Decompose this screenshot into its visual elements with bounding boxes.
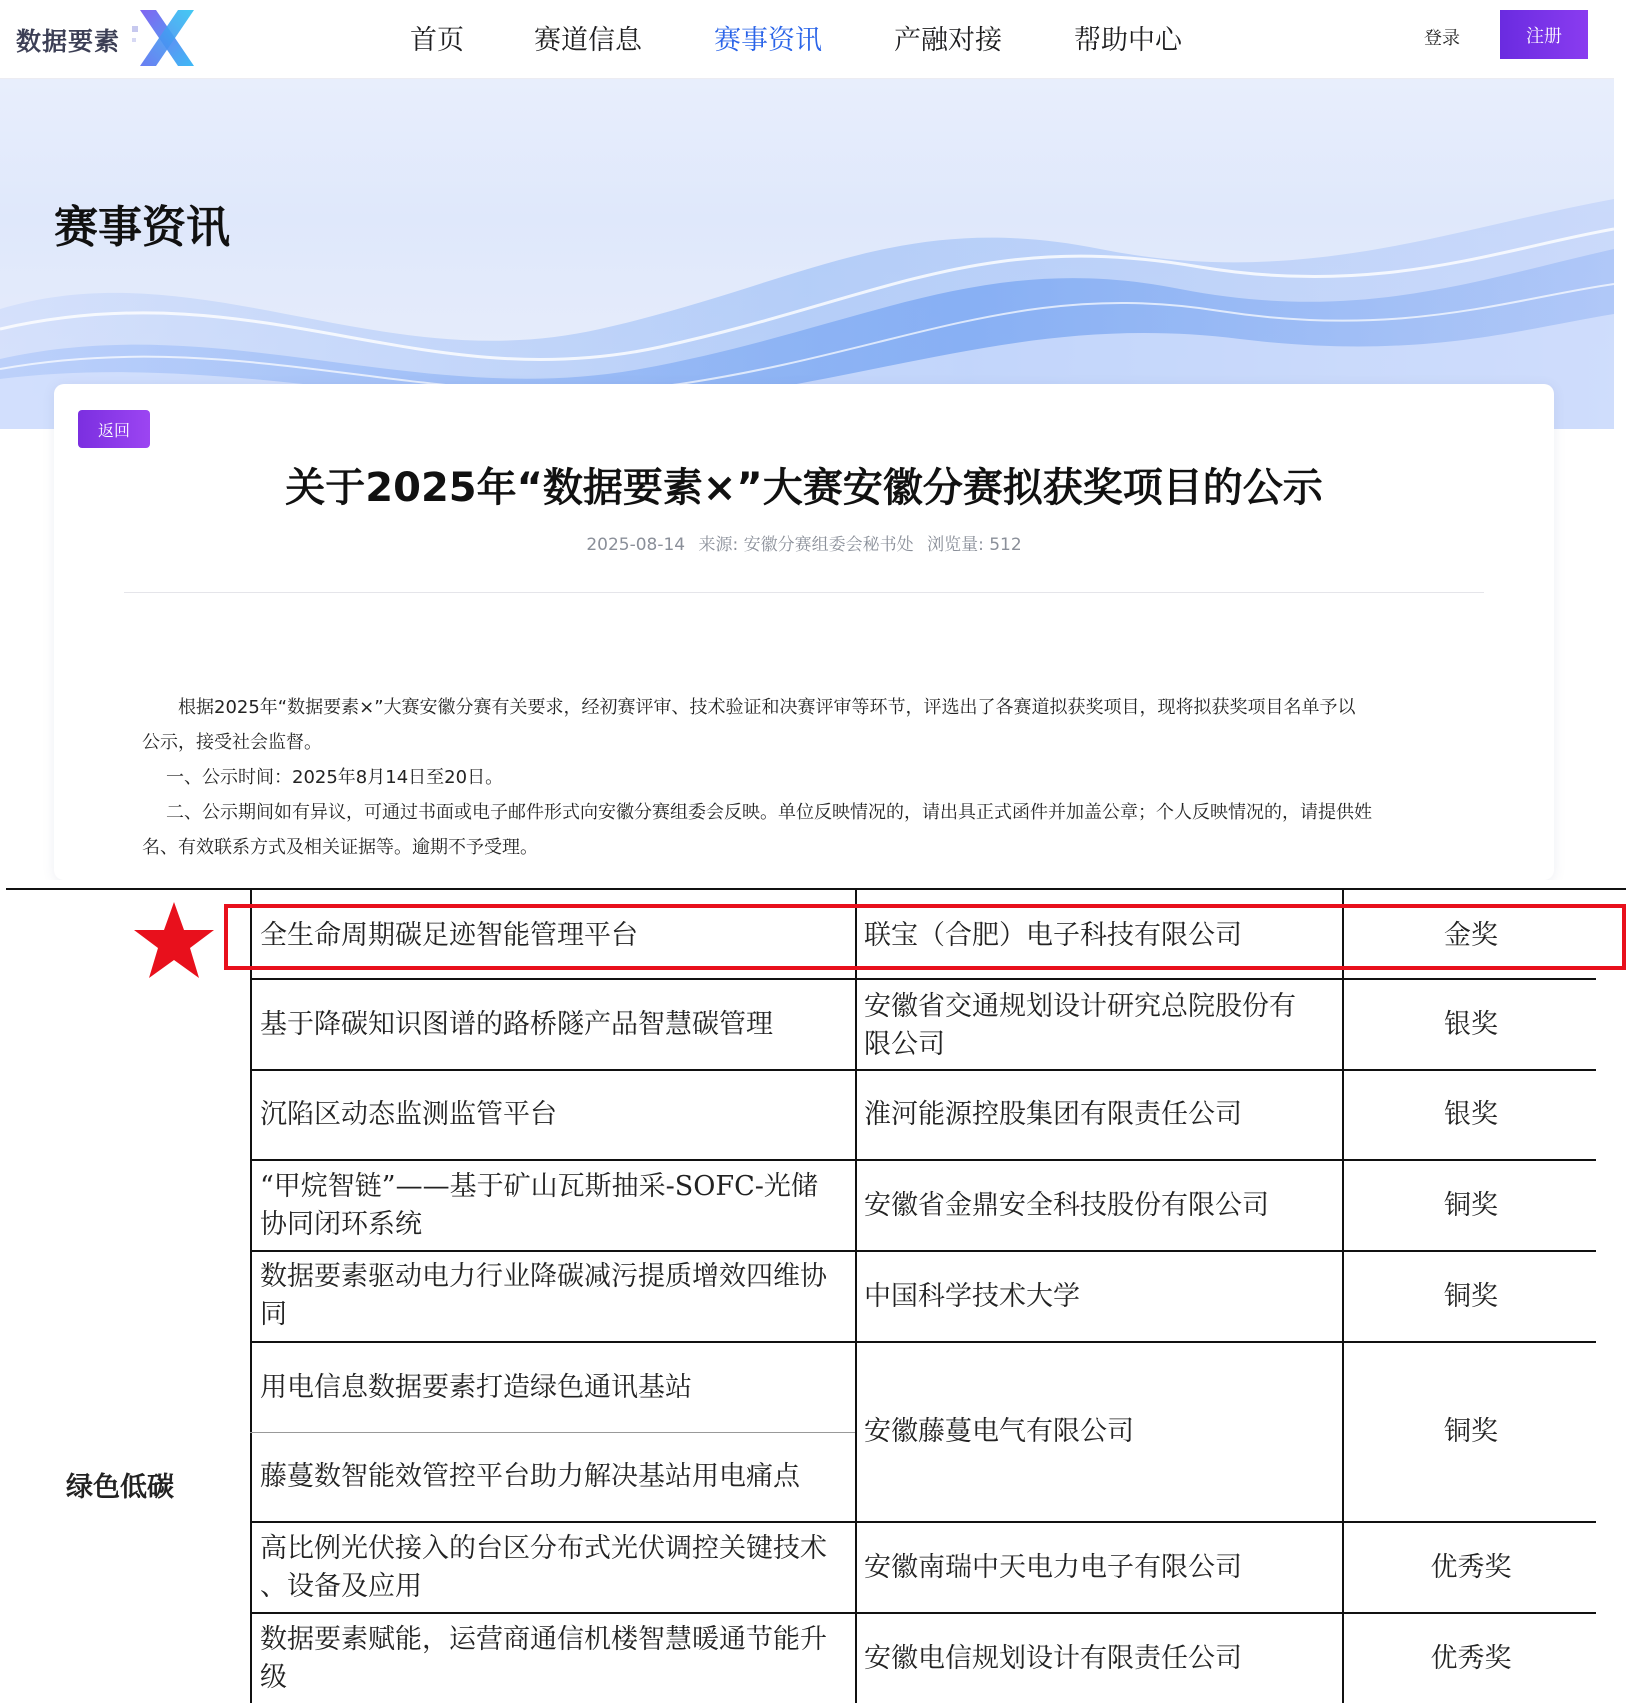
table-cell-award: 铜奖 bbox=[1444, 1280, 1498, 1312]
nav-item-tracks[interactable]: 赛道信息 bbox=[534, 25, 642, 56]
table-cell-company: 安徽藤蔓电气有限公司 bbox=[864, 1416, 1134, 1447]
back-button[interactable]: 返回 bbox=[78, 410, 150, 448]
article-source: 来源: 安徽分赛组委会秘书处 bbox=[698, 535, 914, 555]
table-cell-award: 铜奖 bbox=[1444, 1416, 1498, 1447]
nav-item-help[interactable]: 帮助中心 bbox=[1074, 25, 1182, 56]
table-col-line bbox=[1342, 888, 1344, 1703]
table-cell-award: 银奖 bbox=[1444, 1008, 1498, 1040]
category-label: 绿色低碳 bbox=[66, 1472, 174, 1503]
logo-x-icon bbox=[132, 8, 202, 68]
table-cell-project: 数据要素赋能，运营商通信机楼智慧暖通节能升 bbox=[260, 1624, 827, 1655]
table-cell-company: 安徽电信规划设计有限责任公司 bbox=[864, 1642, 1242, 1674]
paragraph-objection-cont: 名、有效联系方式及相关证据等。逾期不予受理。 bbox=[142, 837, 538, 858]
table-cell-award: 优秀奖 bbox=[1430, 1642, 1512, 1674]
site-logo[interactable] bbox=[16, 8, 196, 68]
paragraph-time: 一、公示时间：2025年8月14日至20日。 bbox=[166, 767, 504, 788]
table-cell-project: 用电信息数据要素打造绿色通讯基站 bbox=[260, 1371, 692, 1403]
table-cell-project: “甲烷智链”——基于矿山瓦斯抽采-SOFC-光储 bbox=[260, 1171, 818, 1202]
table-cell-award: 银奖 bbox=[1444, 1099, 1498, 1130]
table-cell-company: 中国科学技术大学 bbox=[864, 1280, 1080, 1312]
table-col-line bbox=[855, 888, 857, 1703]
logo-text: 数据要素 bbox=[16, 27, 121, 56]
award-table-image bbox=[0, 880, 1630, 1703]
article-views: 浏览量: 512 bbox=[927, 535, 1022, 555]
table-cell-award: 金奖 bbox=[1444, 920, 1498, 951]
table-cell-project-line2: 协同闭环系统 bbox=[260, 1209, 422, 1240]
table-col-line bbox=[250, 888, 252, 1703]
table-cell-project-line2: 级 bbox=[260, 1662, 287, 1693]
table-cell-project: 全生命周期碳足迹智能管理平台 bbox=[260, 920, 638, 951]
table-cell-project-line2: 、设备及应用 bbox=[260, 1571, 422, 1602]
table-cell-company: 安徽南瑞中天电力电子有限公司 bbox=[864, 1551, 1242, 1583]
table-cell-company: 安徽省交通规划设计研究总院股份有 bbox=[864, 991, 1296, 1022]
table-cell-award: 铜奖 bbox=[1444, 1189, 1498, 1221]
table-cell-award: 优秀奖 bbox=[1430, 1551, 1512, 1583]
paragraph-objection: 二、公示期间如有异议，可通过书面或电子邮件形式向安徽分赛组委会反映。单位反映情况的，请出具正式函件并加盖公章；个人反映情况的，请提供姓 bbox=[166, 802, 1372, 823]
table-cell-company-line2: 限公司 bbox=[864, 1029, 945, 1060]
table-border-top bbox=[6, 888, 1626, 890]
register-button[interactable]: 注册 bbox=[1500, 10, 1588, 59]
table-cell-project: 基于降碳知识图谱的路桥隧产品智慧碳管理 bbox=[260, 1008, 773, 1040]
banner-title: 赛事资讯 bbox=[54, 202, 230, 253]
table-cell-project: 高比例光伏接入的台区分布式光伏调控关键技术 bbox=[260, 1533, 827, 1564]
article-title: 关于2025年“数据要素×”大赛安徽分赛拟获奖项目的公示 bbox=[285, 465, 1323, 511]
nav-item-finance[interactable]: 产融对接 bbox=[894, 25, 1002, 56]
top-navigation-bar bbox=[0, 0, 1614, 79]
table-cell-project: 数据要素驱动电力行业降碳减污提质增效四维协 bbox=[260, 1261, 827, 1292]
divider bbox=[124, 592, 1484, 593]
article-card bbox=[54, 384, 1554, 880]
article-meta bbox=[54, 530, 1554, 555]
article-date: 2025-08-14 bbox=[586, 535, 686, 555]
table-cell-project: 沉陷区动态监测监管平台 bbox=[260, 1099, 557, 1130]
highlight-box bbox=[224, 904, 1626, 970]
nav-item-home[interactable]: 首页 bbox=[410, 25, 464, 56]
paragraph-intro: 根据2025年“数据要素×”大赛安徽分赛有关要求，经初赛评审、技术验证和决赛评审等环节，评选出了各赛道拟获奖项目，现将拟获奖项目名单予以 bbox=[178, 697, 1356, 718]
table-cell-project-line2: 同 bbox=[260, 1299, 287, 1330]
nav-item-news[interactable]: 赛事资讯 bbox=[714, 25, 822, 56]
star-icon bbox=[132, 900, 216, 980]
login-link[interactable]: 登录 bbox=[1424, 28, 1460, 49]
table-cell-project-sub: 藤蔓数智能效管控平台助力解决基站用电痛点 bbox=[260, 1461, 800, 1492]
table-cell-company: 联宝（合肥）电子科技有限公司 bbox=[864, 920, 1242, 951]
table-cell-company: 安徽省金鼎安全科技股份有限公司 bbox=[864, 1189, 1269, 1221]
paragraph-intro-cont: 公示，接受社会监督。 bbox=[142, 732, 322, 753]
hero-banner bbox=[0, 79, 1614, 429]
wave-decoration bbox=[0, 79, 1614, 429]
table-cell-company: 淮河能源控股集团有限责任公司 bbox=[864, 1099, 1242, 1130]
